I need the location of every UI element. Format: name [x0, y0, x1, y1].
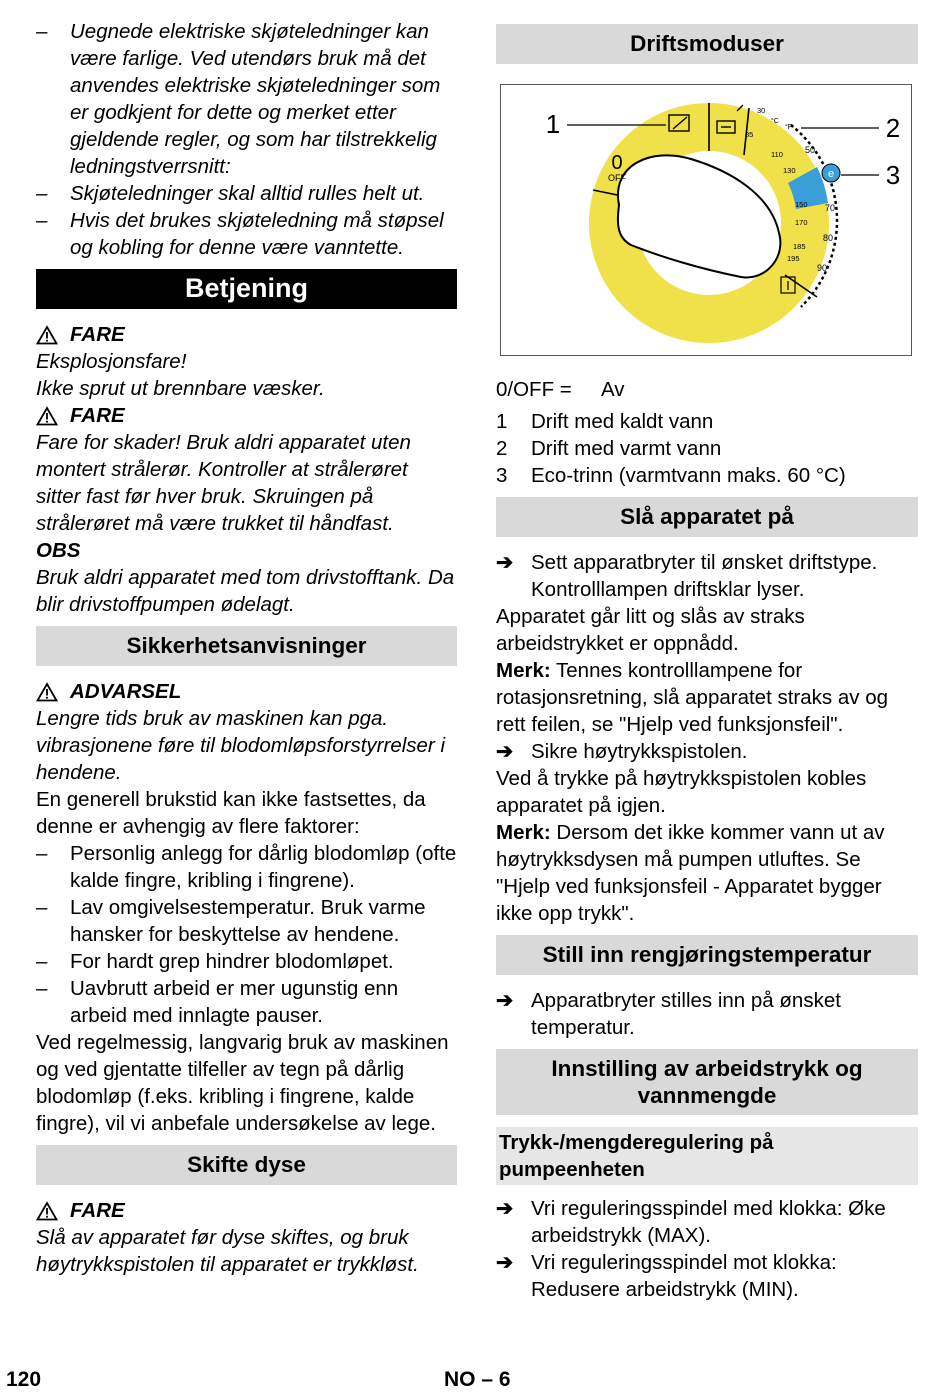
scale-c-label: 130	[783, 166, 796, 175]
callout-2: 2	[885, 113, 901, 143]
body-text: Ved å trykke på høytrykkspistolen kobles apparatet på igjen.	[496, 767, 867, 817]
scale-c-label: 185	[793, 242, 806, 251]
warning-text: Lengre tids bruk av maskinen kan pga. vibrasjonene føre til blodomløpsforstyrrelser i hendene.	[36, 707, 445, 784]
step-item: ➔ Vri reguleringsspindel mot klokka: Redusere arbeidstrykk (MIN).	[496, 1251, 837, 1301]
scale-c-label: 195	[787, 254, 800, 263]
arrow-right-icon: ➔	[496, 551, 514, 574]
section-title-driftsmoduser: Driftsmoduser	[496, 24, 918, 64]
warning-text: Fare for skader! Bruk aldri apparatet uten montert strålerør. Kontroller at strålerøret sitter fast før hver bruk. Skruingen på strålerøret må være trukket til håndfast.	[36, 431, 411, 535]
section-title-arbeidstrykk: Innstilling av arbeidstrykk og vannmengde	[496, 1049, 918, 1115]
page-code: NO – 6	[444, 1368, 511, 1391]
page-number: 120	[6, 1368, 42, 1391]
scale-c-label: 170	[795, 218, 808, 227]
warning-text: Slå av apparatet før dyse skiftes, og bruk høytrykkspistolen til apparatet er trykkløst.	[36, 1226, 419, 1276]
warning-fare-3: FARE	[36, 1197, 457, 1224]
step-item: ➔ Sikre høytrykkspistolen.	[496, 740, 748, 763]
warning-advarsel: ADVARSEL	[36, 678, 457, 705]
mode-dial-illustration	[501, 85, 911, 355]
scale-c-label: 30	[757, 106, 766, 115]
callout-1: 1	[545, 109, 561, 139]
scale-f-label: 80	[823, 233, 834, 243]
arrow-right-icon: ➔	[496, 1197, 514, 1220]
subsection-title-pumpe: Trykk-/mengderegulering på pumpeenheten	[496, 1127, 918, 1185]
section-title-sikkerhet: Sikkerhetsanvisninger	[36, 626, 457, 666]
list-item: 1 Drift med kaldt vann	[496, 410, 714, 433]
list-item: – Lav omgivelsestemperatur. Bruk varme hansker for beskyttelse av hendene.	[36, 896, 426, 946]
list-item: 3 Eco-trinn (varmtvann maks. 60 °C)	[496, 464, 846, 487]
warning-fare-1: FARE	[36, 321, 457, 348]
warning-triangle-icon	[36, 682, 58, 702]
arrow-right-icon: ➔	[496, 989, 514, 1012]
arrow-right-icon: ➔	[496, 740, 514, 763]
scale-f-label: 70	[825, 203, 836, 213]
step-item: ➔ Apparatbryter stilles inn på ønsket temperatur.	[496, 989, 841, 1039]
scale-f-label: 50	[805, 145, 816, 155]
step-item: ➔ Sett apparatbryter til ønsket driftstype. Kontrolllampen driftsklar lyser.	[496, 551, 878, 601]
section-title-sla-pa: Slå apparatet på	[496, 497, 918, 537]
unit-fahrenheit: °F	[785, 124, 793, 131]
list-item: – Uavbrutt arbeid er mer ugunstig enn arbeid med innlagte pauser.	[36, 977, 399, 1027]
warning-triangle-icon	[36, 1201, 58, 1221]
scale-c-label: 85	[745, 130, 754, 139]
scale-c-label: 150	[795, 200, 808, 209]
note: Merk: Tennes kontrolllampene for rotasjonsretning, slå apparatet straks av og rett feilen, se "Hjelp ved funksjonsfeil".	[496, 659, 888, 736]
off-position-label: OFF	[608, 173, 626, 183]
list-item: – Personlig anlegg for dårlig blodomløp (ofte kalde fingre, kribling i fingrene).	[36, 842, 457, 892]
off-line: 0/OFF = Av	[496, 378, 625, 401]
section-title-betjening: Betjening	[36, 269, 457, 309]
list-item: – For hardt grep hindrer blodomløpet.	[36, 950, 394, 973]
step-item: ➔ Vri reguleringsspindel med klokka: Øke arbeidstrykk (MAX).	[496, 1197, 886, 1247]
list-item: 2 Drift med varmt vann	[496, 437, 722, 460]
warning-text: Ikke sprut ut brennbare væsker.	[36, 377, 325, 400]
section-title-skifte-dyse: Skifte dyse	[36, 1145, 457, 1185]
eco-badge-label: e	[827, 168, 835, 180]
warning-text: Eksplosjonsfare!	[36, 350, 187, 373]
left-column	[36, 18, 457, 1278]
unit-celsius: °C	[771, 118, 779, 125]
section-title-temperatur: Still inn rengjøringstemperatur	[496, 935, 918, 975]
off-position-number: 0	[611, 152, 623, 174]
scale-f-label: 90	[817, 263, 828, 273]
list-item: – Uegnede elektriske skjøteledninger kan være farlige. Ved utendørs bruk må det anvendes elektriske skjøteledninger som er godkjent for dette og merket etter gjeldende regler, og som har tilstrekkelig ledningstverrsnitt:	[36, 20, 441, 178]
body-text: En generell brukstid kan ikke fastsettes, da denne er avhengig av flere faktorer:	[36, 788, 426, 838]
callout-3: 3	[885, 160, 901, 190]
list-item: – Skjøteledninger skal alltid rulles helt ut.	[36, 182, 425, 205]
obs-label: OBS	[36, 539, 81, 562]
mode-dial-figure	[500, 84, 912, 356]
warning-triangle-icon	[36, 325, 58, 345]
list-item: – Hvis det brukes skjøteledning må støpsel og kobling for denne være vanntette.	[36, 209, 444, 259]
scale-c-label: 110	[771, 150, 783, 159]
warning-triangle-icon	[36, 406, 58, 426]
obs-text: Bruk aldri apparatet med tom drivstofftank. Da blir drivstoffpumpen ødelagt.	[36, 566, 455, 616]
note: Merk: Dersom det ikke kommer vann ut av høytrykksdysen må pumpen utluftes. Se "Hjelp ved funksjonsfeil - Apparatet bygger ikke opp trykk".	[496, 821, 885, 925]
body-text: Apparatet går litt og slås av straks arbeidstrykket er oppnådd.	[496, 605, 805, 655]
warning-fare-2: FARE	[36, 402, 457, 429]
arrow-right-icon: ➔	[496, 1251, 514, 1274]
right-column	[496, 6, 918, 1303]
body-text: Ved regelmessig, langvarig bruk av maskinen og ved gjentatte tilfeller av tegn på dårlig blodomløp (f.eks. kribling i fingrene, kalde fingre), vil vi anbefale undersøkelse av lege.	[36, 1031, 449, 1135]
